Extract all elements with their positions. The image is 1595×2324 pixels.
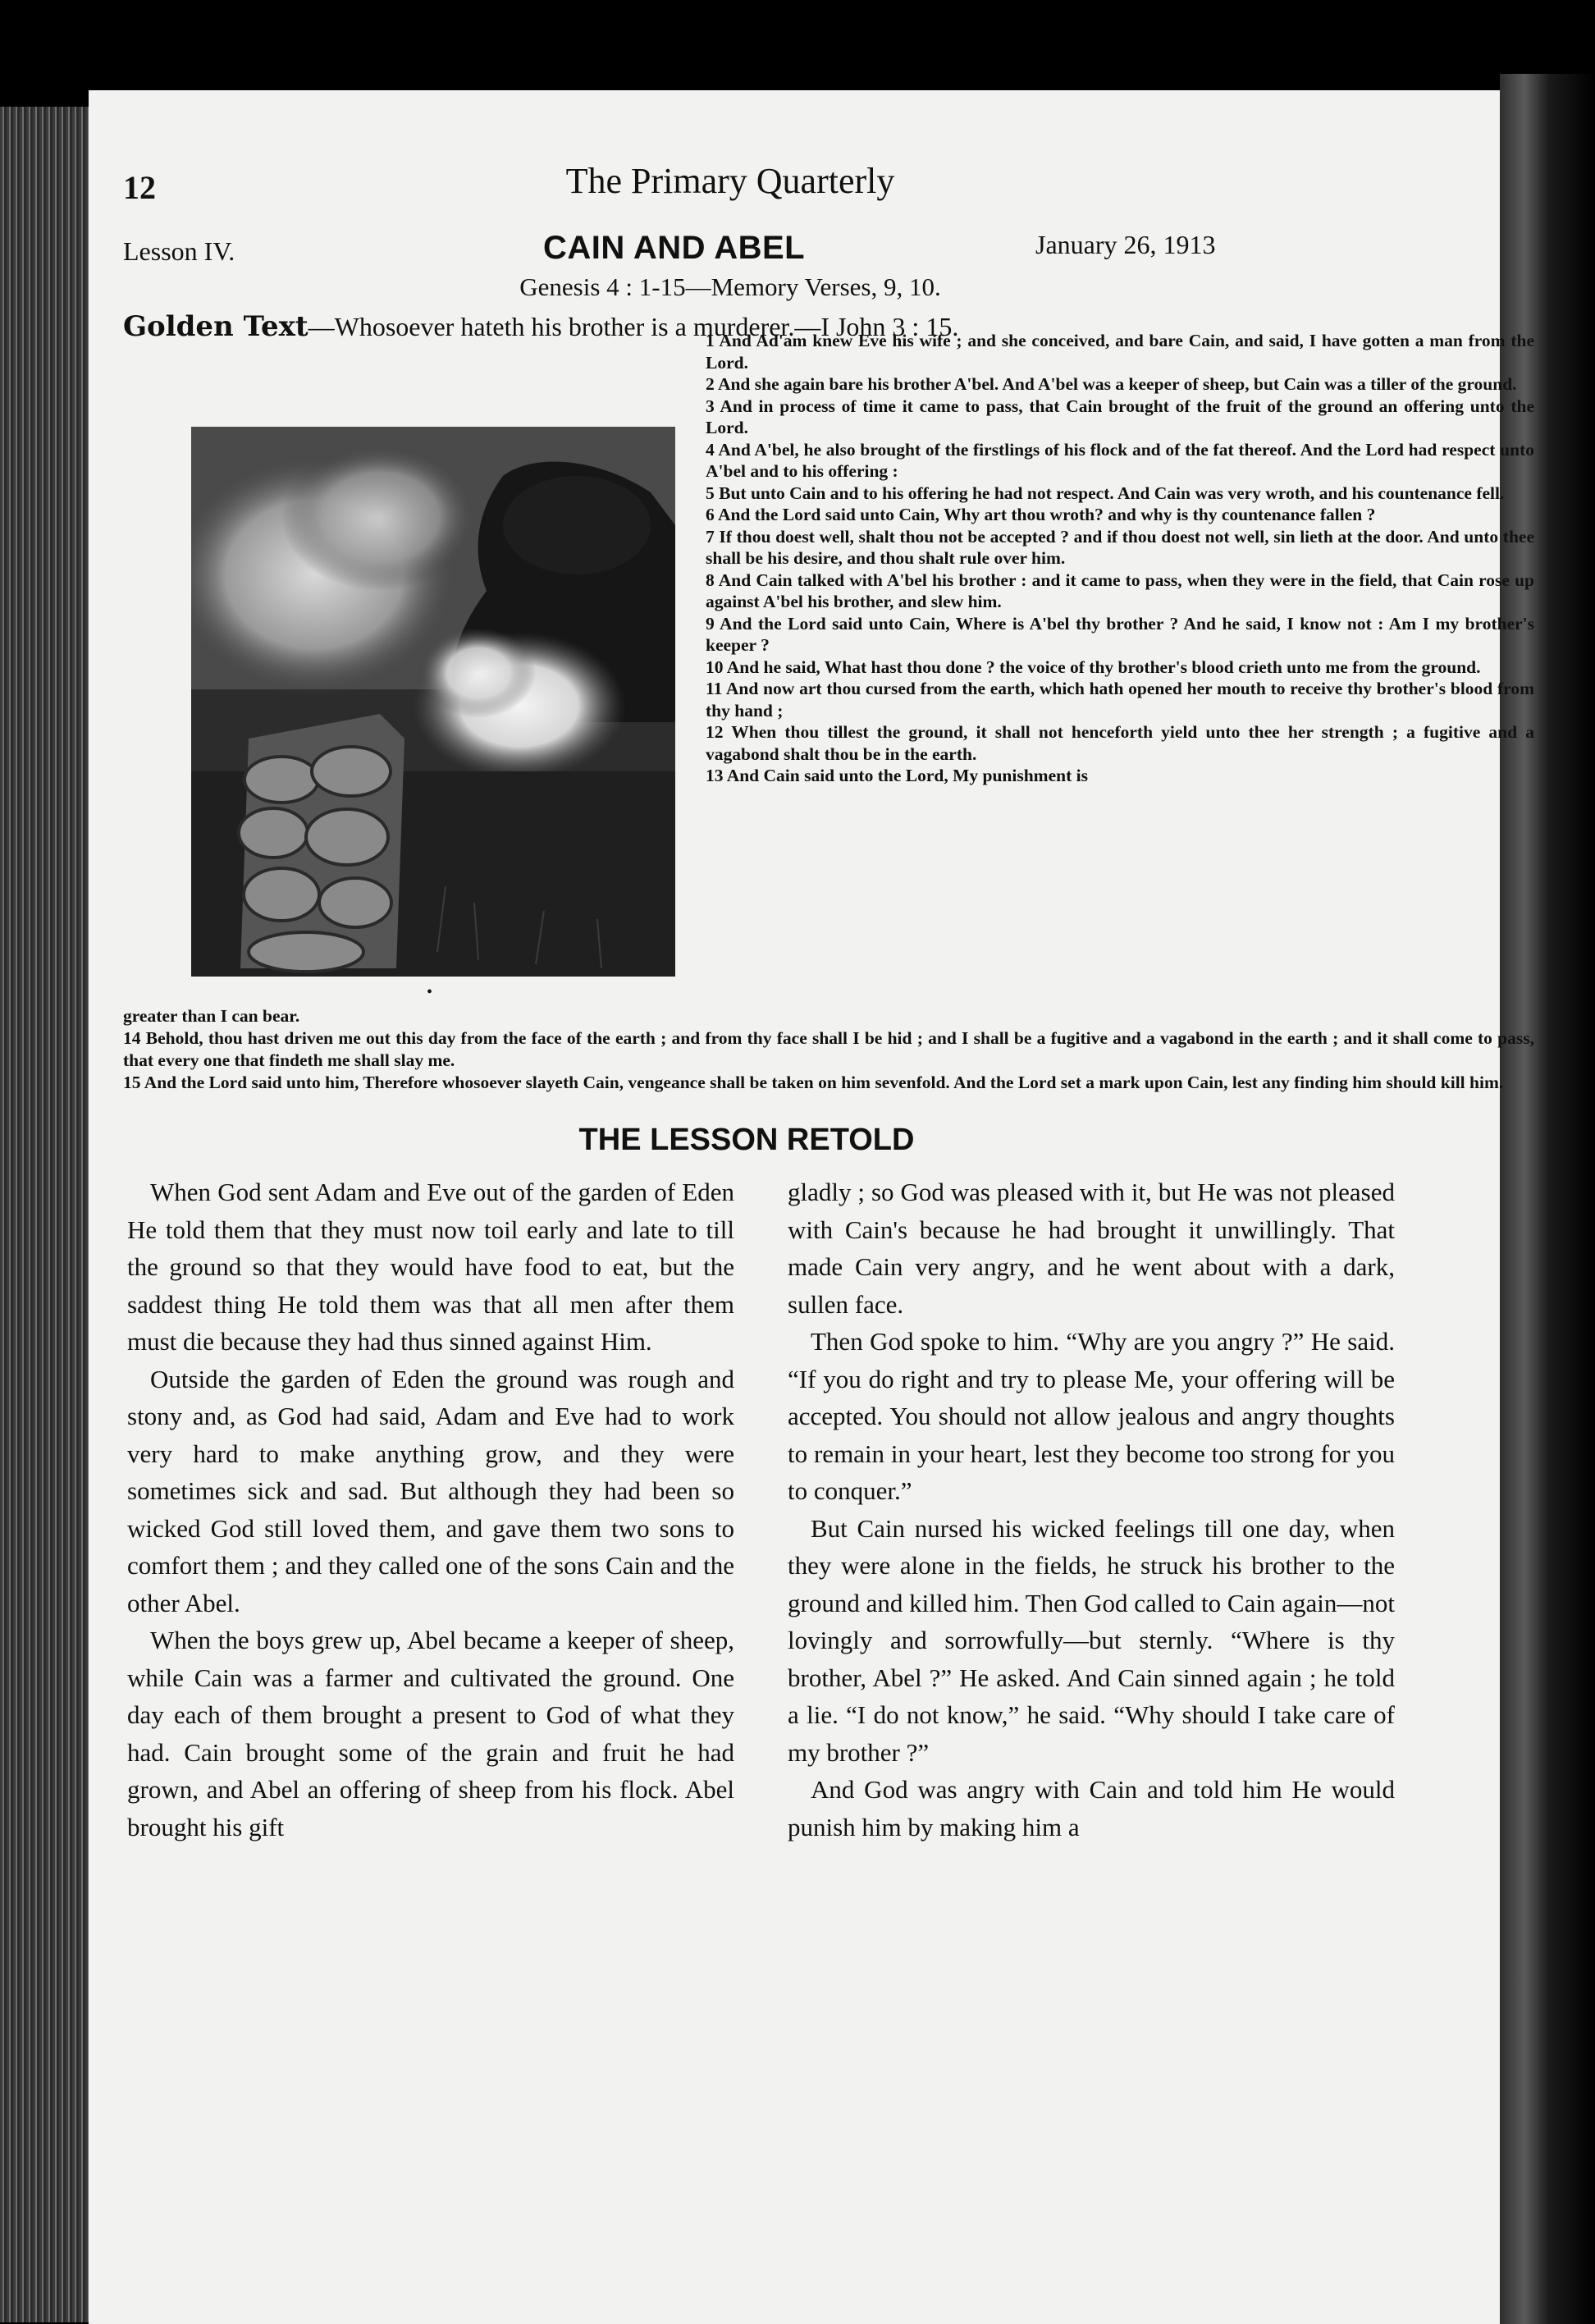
retold-paragraph: Outside the garden of Eden the ground was rough and stony and, as God had said, Adam and Eve had to work very hard to make anything grow, and they were sometimes sick and sad. But although they had been so wicked God still loved them, and gave them two sons to comfort them ; and they called one of the sons Cain and the other Abel. [127,1364,734,1617]
verse-4: 4 And A'bel, he also brought of the firstlings of his flock and of the fat thereof. And the Lord had respect unto A'bel and to his offering : [706,439,1534,481]
verse-2: 2 And she again bare his brother A'bel. And A'bel was a keeper of sheep, but Cain was a tiller of the ground. [706,374,1517,394]
scripture-verses-column [706,330,1534,787]
verse-11: 11 And now art thou cursed from the earth, which hath opened her mouth to receive thy brother's blood from thy hand ; [706,679,1534,721]
verse-15: 15 And the Lord said unto him, Therefore whosoever slayeth Cain, vengeance shall be taken on him sevenfold. And the Lord set a mark upon Cain, lest any finding him should kill him. [123,1073,1504,1092]
caption-mark: • [427,983,433,1001]
verse-1: 1 And Ad'am knew Eve his wife ; and she conceived, and bare Cain, and said, I have gotten a man from the Lord. [706,331,1534,373]
retold-left-column [127,1173,734,1846]
running-head: The Primary Quarterly [565,161,895,201]
retold-paragraph: And God was angry with Cain and told him He would punish him by making him a [788,1775,1395,1841]
retold-title: THE LESSON RETOLD [578,1123,915,1157]
retold-paragraph: Then God spoke to him. “Why are you angry ?” He said. “If you do right and try to please Me, your offering will be accepted. You should not allow jealous and angry thoughts to remain in your heart, lest they become too strong for you to conquer.” [788,1327,1395,1505]
retold-paragraph: gladly ; so God was pleased with it, but He was not pleased with Cain's because he had brought it unwillingly. That made Cain very angry, and he went about with a dark, sullen face. [788,1178,1395,1319]
verse-7: 7 If thou doest well, shalt thou not be accepted ? and if thou doest not well, sin lieth at the door. And unto thee shall be his desire, and thou shalt rule over him. [706,526,1534,568]
retold-right-column [788,1173,1395,1846]
book-spine [0,107,89,2322]
golden-text-label: Golden Text [123,310,308,343]
verse-13-continued: greater than I can bear. [123,1006,300,1026]
golden-text-body: —Whosoever hateth his brother is a murderer.—I John 3 : 15. [308,312,959,341]
verse-10: 10 And he said, What hast thou done ? the voice of thy brother's blood crieth unto me from the ground. [706,656,1481,677]
lesson-label: Lesson IV. [123,236,235,266]
verse-14: 14 Behold, thou hast driven me out this day from the face of the earth ; and from thy face shall I be hid ; and I shall be a fugitive and a vagabond in the earth ; and it shall come to pass, that every one that findeth me shall slay me. [123,1028,1534,1070]
illustration-altar-painting [191,427,675,977]
scripture-verses-wide [123,1005,1534,1094]
retold-paragraph: When the boys grew up, Abel became a keeper of sheep, while Cain was a farmer and cultivated the ground. One day each of them brought a present to God of what they had. Cain brought some of the grain and fruit he had grown, and Abel an offering of sheep from his flock. Abel brought his gift [127,1626,734,1841]
page-number: 12 [123,169,156,206]
verse-12: 12 When thou tillest the ground, it shall not henceforth yield unto thee her strength ; a fugitive and a vagabond shalt thou be in the earth. [706,722,1534,764]
lesson-title: CAIN AND ABEL [543,230,806,266]
verse-5: 5 But unto Cain and to his offering he had not respect. And Cain was very wroth, and his countenance fell. [706,483,1505,503]
verse-9: 9 And the Lord said unto Cain, Where is A'bel thy brother ? And he said, I know not : Am I my brother's keeper ? [706,613,1534,655]
scripture-reference: Genesis 4 : 1-15—Memory Verses, 9, 10. [519,272,941,301]
retold-paragraph: But Cain nursed his wicked feelings till one day, when they were alone in the fields, he struck his brother to the ground and killed him. Then God called to Cain again—not lovingly and sorrowfully—but sternly. “Where is thy brother, Abel ?” He asked. And Cain sinned again ; he told a lie. “I do not know,” he said. “Why should I take care of my brother ?” [788,1513,1395,1767]
verse-3: 3 And in process of time it came to pass, that Cain brought of the fruit of the ground an offering unto the Lord. [706,396,1534,437]
verse-6: 6 And the Lord said unto Cain, Why art thou wroth? and why is thy countenance fallen ? [706,505,1376,524]
verse-13: 13 And Cain said unto the Lord, My punishment is [706,766,1088,785]
lesson-date: January 26, 1913 [1035,230,1216,259]
verse-8: 8 And Cain talked with A'bel his brother : and it came to pass, when they were in the field, that Cain rose up against A'bel his brother, and slew him. [706,570,1534,611]
retold-paragraph: When God sent Adam and Eve out of the garden of Eden He told them that they must now toil early and late to till the ground so that they would have food to eat, but the saddest thing He told them was that all men after them must die because they had thus sinned against Him. [127,1178,734,1356]
